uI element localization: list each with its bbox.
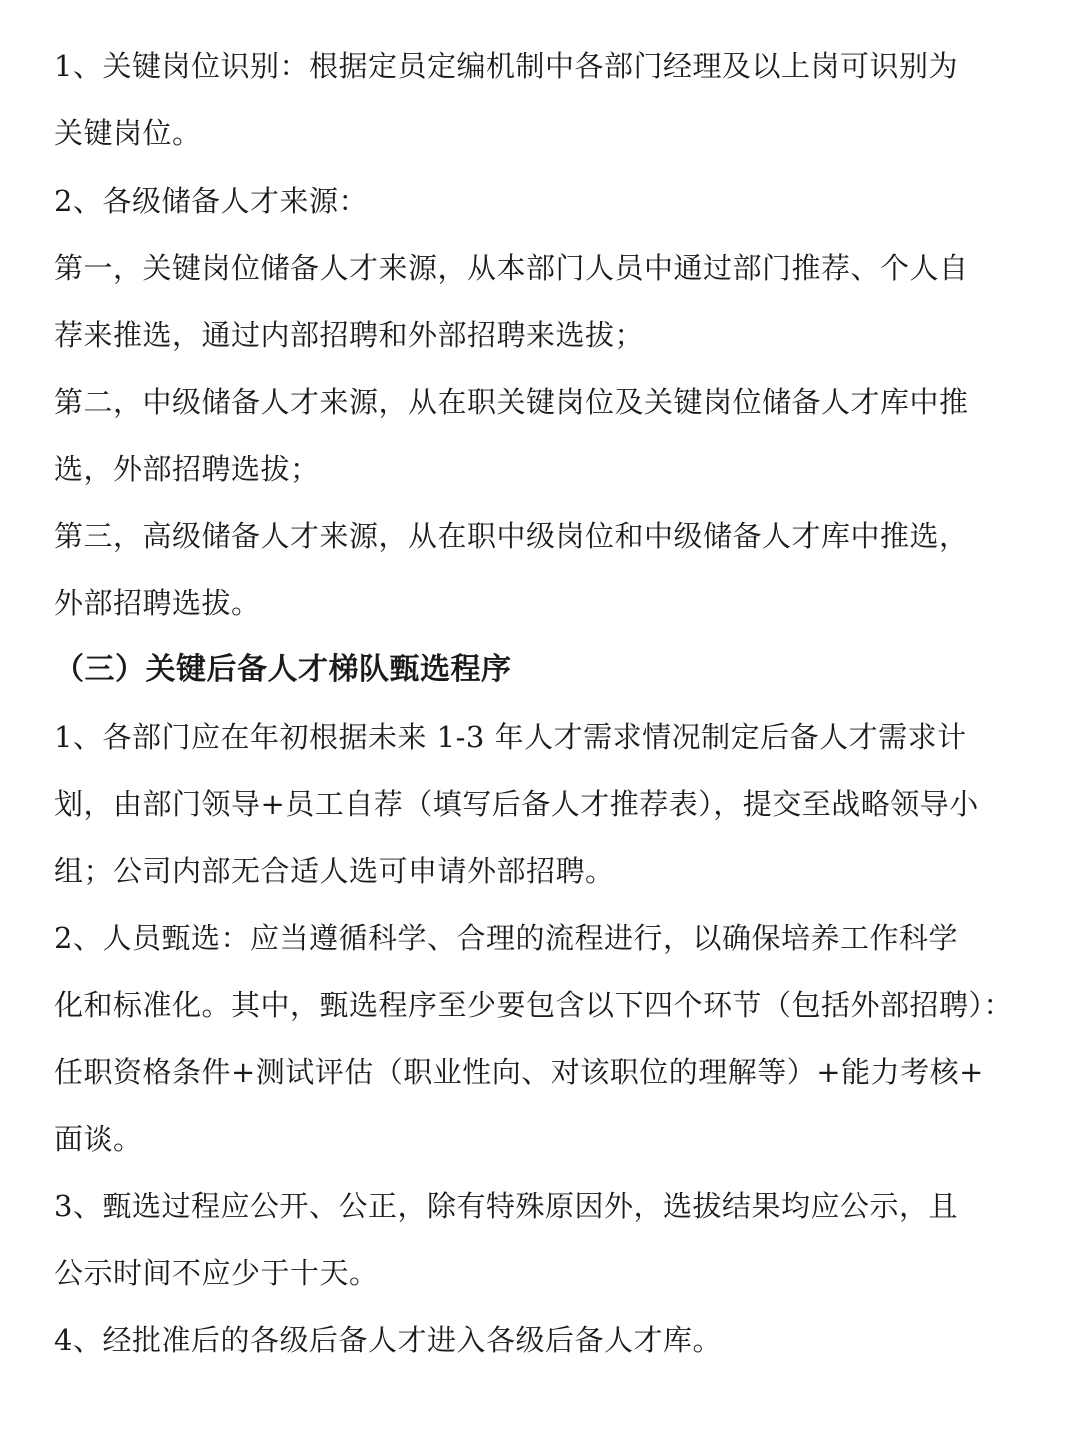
section-heading: （三）关键后备人才梯队甄选程序 [54, 652, 512, 687]
text-line: 组；公司内部无合适人选可申请外部招聘。 [54, 854, 615, 888]
text-line: 第二，中级储备人才来源，从在职关键岗位及关键岗位储备人才库中推 [54, 385, 969, 419]
text-line: 1、各部门应在年初根据未来 1-3 年人才需求情况制定后备人才需求计 [54, 720, 967, 754]
text-line: 2、各级储备人才来源： [54, 184, 368, 218]
text-line: 选，外部招聘选拔； [54, 452, 320, 486]
text-line: 3、甄选过程应公开、公正，除有特殊原因外，选拔结果均应公示，且 [54, 1189, 958, 1223]
text-line: 任职资格条件+测试评估（职业性向、对该职位的理解等）+能力考核+ [54, 1055, 984, 1089]
text-line: 2、人员甄选：应当遵循科学、合理的流程进行，以确保培养工作科学 [54, 921, 958, 955]
text-line: 外部招聘选拔。 [54, 586, 261, 620]
text-line: 化和标准化。其中，甄选程序至少要包含以下四个环节（包括外部招聘）： [54, 988, 1014, 1022]
text-line: 荐来推选，通过内部招聘和外部招聘来选拔； [54, 318, 645, 352]
text-line: 面谈。 [54, 1122, 143, 1156]
text-line: 第一，关键岗位储备人才来源，从本部门人员中通过部门推荐、个人自 [54, 251, 969, 285]
text-line: 1、关键岗位识别：根据定员定编机制中各部门经理及以上岗可识别为 [54, 49, 958, 83]
text-line: 4、经批准后的各级后备人才进入各级后备人才库。 [54, 1323, 722, 1357]
text-line: 第三，高级储备人才来源，从在职中级岗位和中级储备人才库中推选， [54, 519, 969, 553]
text-line: 公示时间不应少于十天。 [54, 1256, 379, 1290]
text-line: 划，由部门领导+员工自荐（填写后备人才推荐表），提交至战略领导小 [54, 787, 979, 821]
text-line: 关键岗位。 [54, 116, 202, 150]
